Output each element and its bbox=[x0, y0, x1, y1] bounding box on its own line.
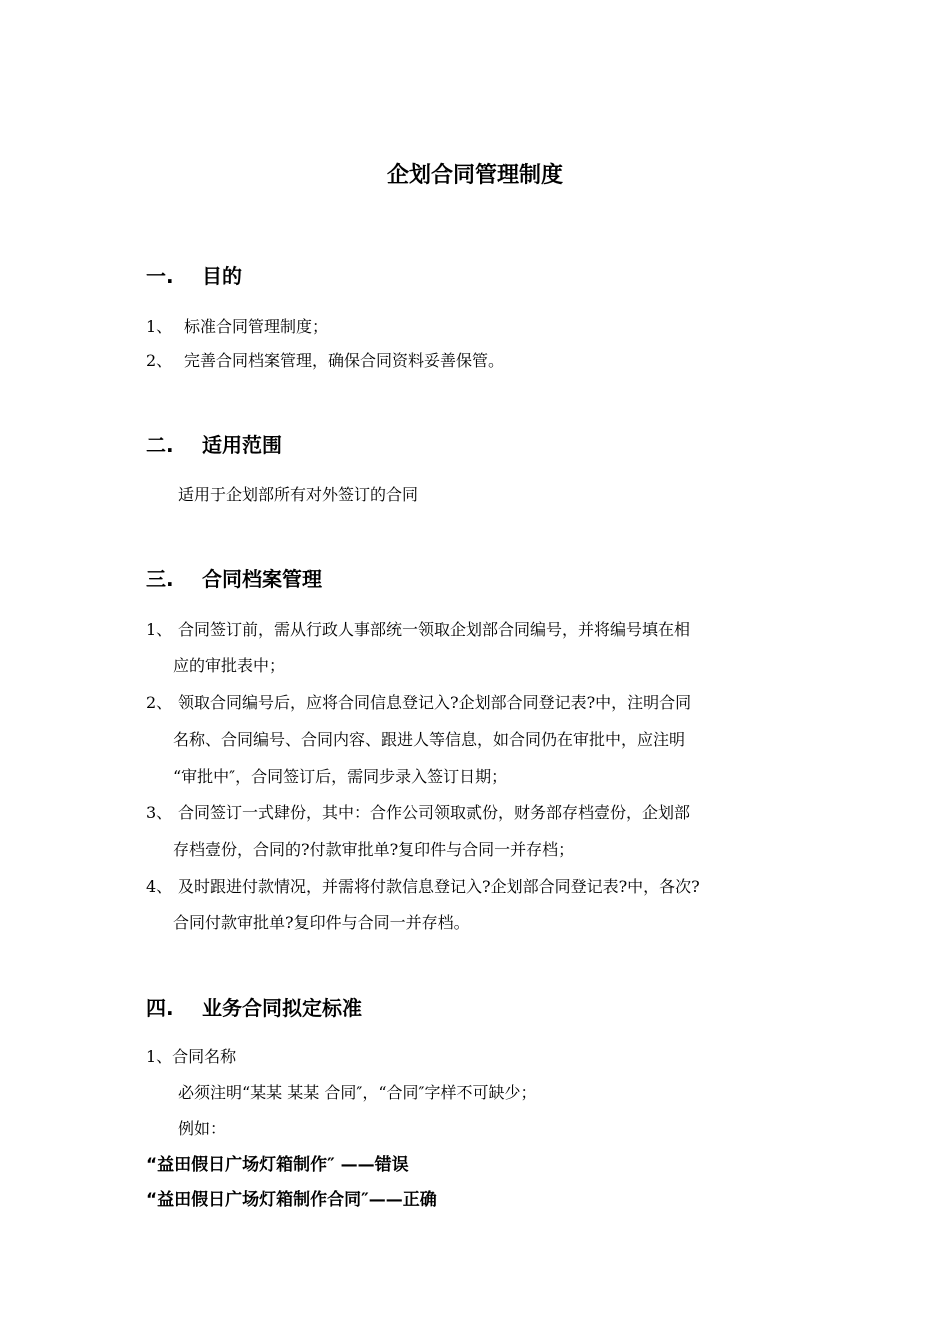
item-continuation: 存档壹份，合同的?付款审批单?复印件与合同一并存档； bbox=[173, 840, 575, 859]
item-text: 标准合同管理制度； bbox=[184, 317, 329, 336]
section-number: 四. bbox=[146, 996, 174, 1020]
list-item bbox=[146, 798, 690, 828]
item-text: 及时跟进付款情况，并需将付款信息登记入?企划部合同登记表?中，各次? bbox=[178, 877, 700, 896]
example-label: 例如： bbox=[178, 1119, 227, 1138]
example-wrong: “益田假日广场灯箱制作″ ——错误 bbox=[146, 1155, 409, 1175]
item-number: 4、 bbox=[146, 877, 173, 896]
item-continuation: “审批中″，合同签订后，需同步录入签订日期； bbox=[173, 767, 508, 786]
item-text: 合同签订一式肆份，其中：合作公司领取贰份，财务部存档壹份，企划部 bbox=[178, 803, 691, 822]
list-item bbox=[146, 615, 690, 645]
section-title: 合同档案管理 bbox=[202, 567, 322, 591]
item-text: 领取合同编号后，应将合同信息登记入?企划部合同登记表?中，注明合同 bbox=[178, 693, 692, 712]
section-heading-3 bbox=[146, 564, 322, 594]
item-text: 完善合同档案管理，确保合同资料妥善保管。 bbox=[184, 351, 505, 370]
section-title: 目的 bbox=[202, 264, 242, 288]
list-item bbox=[146, 688, 691, 718]
item-number: 1、 bbox=[146, 620, 173, 639]
section-title: 适用范围 bbox=[202, 433, 282, 457]
item-number: 2、 bbox=[146, 351, 173, 370]
list-item bbox=[146, 872, 700, 902]
list-item bbox=[146, 312, 328, 342]
document-title: 企划合同管理制度 bbox=[386, 163, 563, 188]
section-heading-1 bbox=[146, 261, 242, 291]
item-text: 合同签订前，需从行政人事部统一领取企划部合同编号，并将编号填在相 bbox=[178, 620, 691, 639]
section-number: 三. bbox=[146, 567, 174, 591]
item-continuation: 合同付款审批单?复印件与合同一并存档。 bbox=[173, 913, 470, 932]
example-correct: “益田假日广场灯箱制作合同″——正确 bbox=[146, 1190, 437, 1210]
section-title: 业务合同拟定标准 bbox=[202, 996, 362, 1020]
item-number: 2、 bbox=[146, 693, 173, 712]
item-continuation: 应的审批表中； bbox=[173, 656, 286, 675]
section-number: 二. bbox=[146, 433, 174, 457]
sub-heading: 1、合同名称 bbox=[146, 1047, 237, 1066]
item-number: 3、 bbox=[146, 803, 173, 822]
item-number: 1、 bbox=[146, 317, 173, 336]
section-heading-2 bbox=[146, 430, 282, 460]
section-heading-4 bbox=[146, 993, 362, 1023]
section-number: 一. bbox=[146, 264, 174, 288]
rule-text: 必须注明“某某 某某 合同″，“合同″字样不可缺少； bbox=[178, 1083, 537, 1102]
list-item bbox=[146, 346, 504, 376]
paragraph: 适用于企划部所有对外签订的合同 bbox=[178, 485, 419, 504]
item-continuation: 名称、合同编号、合同内容、跟进人等信息，如合同仍在审批中，应注明 bbox=[173, 730, 686, 749]
